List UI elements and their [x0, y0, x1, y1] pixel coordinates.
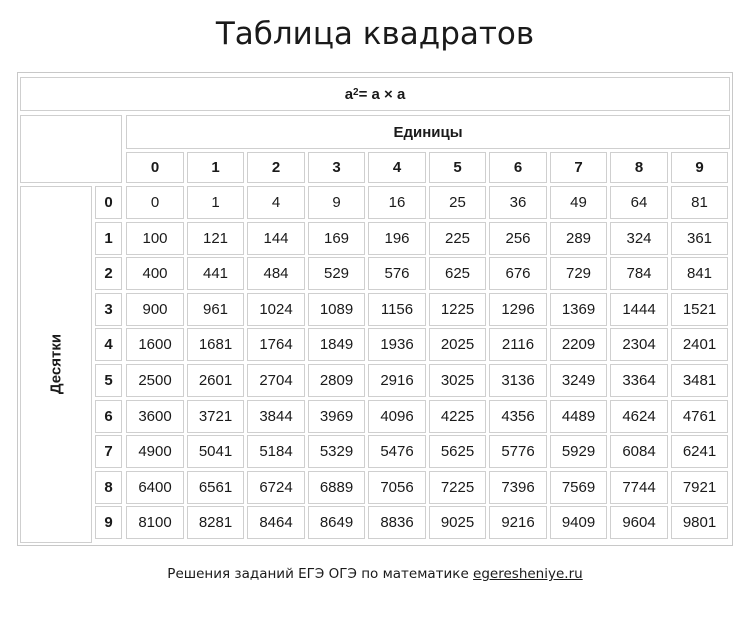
- unit-digit-header: 5: [429, 152, 486, 183]
- square-value-cell: 4761: [671, 400, 728, 433]
- square-value-cell: 441: [187, 257, 244, 290]
- square-value-cell: 2704: [247, 364, 305, 397]
- square-value-cell: 1521: [671, 293, 728, 326]
- square-value-cell: 4225: [429, 400, 486, 433]
- unit-digit-header: 0: [126, 152, 184, 183]
- square-value-cell: 5776: [489, 435, 547, 468]
- footer: [0, 566, 750, 582]
- square-value-cell: 144: [247, 222, 305, 255]
- square-value-cell: 2809: [308, 364, 365, 397]
- square-value-cell: 324: [610, 222, 668, 255]
- units-header: Единицы: [126, 115, 730, 149]
- tens-digit-header: 8: [95, 471, 122, 504]
- tens-digit-header: 1: [95, 222, 122, 255]
- tens-digit-header: 6: [95, 400, 122, 433]
- square-value-cell: 0: [126, 186, 184, 219]
- footer-text: Решения заданий ЕГЭ ОГЭ по математике: [167, 566, 474, 582]
- unit-digit-header: 7: [550, 152, 607, 183]
- tens-digit-header: 7: [95, 435, 122, 468]
- square-value-cell: 8836: [368, 506, 426, 539]
- square-value-cell: 4489: [550, 400, 607, 433]
- square-value-cell: 3600: [126, 400, 184, 433]
- square-value-cell: 7225: [429, 471, 486, 504]
- square-value-cell: 100: [126, 222, 184, 255]
- square-value-cell: 3481: [671, 364, 728, 397]
- square-value-cell: 9216: [489, 506, 547, 539]
- square-value-cell: 3721: [187, 400, 244, 433]
- footer-link[interactable]: egeresheniye.ru: [473, 566, 583, 582]
- square-value-cell: 576: [368, 257, 426, 290]
- square-value-cell: 196: [368, 222, 426, 255]
- square-value-cell: 1156: [368, 293, 426, 326]
- square-value-cell: 1764: [247, 328, 305, 361]
- square-value-cell: 4096: [368, 400, 426, 433]
- square-value-cell: 7569: [550, 471, 607, 504]
- square-value-cell: 1024: [247, 293, 305, 326]
- square-value-cell: 400: [126, 257, 184, 290]
- square-value-cell: 4900: [126, 435, 184, 468]
- square-value-cell: 3844: [247, 400, 305, 433]
- square-value-cell: 1225: [429, 293, 486, 326]
- square-value-cell: 8100: [126, 506, 184, 539]
- square-value-cell: 841: [671, 257, 728, 290]
- square-value-cell: 2209: [550, 328, 607, 361]
- square-value-cell: 961: [187, 293, 244, 326]
- unit-digit-header: 2: [247, 152, 305, 183]
- square-value-cell: 3249: [550, 364, 607, 397]
- square-value-cell: 1296: [489, 293, 547, 326]
- tens-digit-header: 5: [95, 364, 122, 397]
- unit-digit-header: 3: [308, 152, 365, 183]
- square-value-cell: 6561: [187, 471, 244, 504]
- square-value-cell: 4624: [610, 400, 668, 433]
- square-value-cell: 3025: [429, 364, 486, 397]
- square-value-cell: 9604: [610, 506, 668, 539]
- square-value-cell: 2401: [671, 328, 728, 361]
- square-value-cell: 121: [187, 222, 244, 255]
- square-value-cell: 2500: [126, 364, 184, 397]
- square-value-cell: 900: [126, 293, 184, 326]
- square-value-cell: 6889: [308, 471, 365, 504]
- square-value-cell: 9: [308, 186, 365, 219]
- square-value-cell: 1600: [126, 328, 184, 361]
- square-value-cell: 2304: [610, 328, 668, 361]
- square-value-cell: 1849: [308, 328, 365, 361]
- unit-digit-header: 9: [671, 152, 728, 183]
- square-value-cell: 25: [429, 186, 486, 219]
- square-value-cell: 361: [671, 222, 728, 255]
- square-value-cell: 8281: [187, 506, 244, 539]
- unit-digit-header: 1: [187, 152, 244, 183]
- square-value-cell: 3364: [610, 364, 668, 397]
- square-value-cell: 36: [489, 186, 547, 219]
- square-value-cell: 1369: [550, 293, 607, 326]
- square-value-cell: 9025: [429, 506, 486, 539]
- square-value-cell: 7744: [610, 471, 668, 504]
- square-value-cell: 484: [247, 257, 305, 290]
- square-value-cell: 16: [368, 186, 426, 219]
- square-value-cell: 49: [550, 186, 607, 219]
- square-value-cell: 1444: [610, 293, 668, 326]
- square-value-cell: 9409: [550, 506, 607, 539]
- square-value-cell: 7921: [671, 471, 728, 504]
- square-value-cell: 6724: [247, 471, 305, 504]
- page-title: Таблица квадратов: [215, 16, 535, 52]
- square-value-cell: 676: [489, 257, 547, 290]
- square-value-cell: 2116: [489, 328, 547, 361]
- formula-base: a: [344, 85, 354, 103]
- square-value-cell: 529: [308, 257, 365, 290]
- square-value-cell: 729: [550, 257, 607, 290]
- corner-cell: [20, 115, 122, 183]
- square-value-cell: 6241: [671, 435, 728, 468]
- square-value-cell: 1681: [187, 328, 244, 361]
- square-value-cell: 625: [429, 257, 486, 290]
- square-value-cell: 7056: [368, 471, 426, 504]
- square-value-cell: 5625: [429, 435, 486, 468]
- square-value-cell: 7396: [489, 471, 547, 504]
- square-value-cell: 225: [429, 222, 486, 255]
- square-value-cell: 2025: [429, 328, 486, 361]
- square-value-cell: 5329: [308, 435, 365, 468]
- formula-rest: = a × a: [358, 85, 406, 103]
- tens-digit-header: 4: [95, 328, 122, 361]
- unit-digit-header: 8: [610, 152, 668, 183]
- square-value-cell: 3136: [489, 364, 547, 397]
- square-value-cell: 5476: [368, 435, 426, 468]
- square-value-cell: 1089: [308, 293, 365, 326]
- square-value-cell: 784: [610, 257, 668, 290]
- square-value-cell: 4: [247, 186, 305, 219]
- unit-digit-header: 6: [489, 152, 547, 183]
- unit-digit-header: 4: [368, 152, 426, 183]
- square-value-cell: 1: [187, 186, 244, 219]
- square-value-cell: 6400: [126, 471, 184, 504]
- square-value-cell: 3969: [308, 400, 365, 433]
- square-value-cell: 6084: [610, 435, 668, 468]
- tens-digit-header: 2: [95, 257, 122, 290]
- square-value-cell: 8464: [247, 506, 305, 539]
- square-value-cell: 256: [489, 222, 547, 255]
- square-value-cell: 169: [308, 222, 365, 255]
- square-value-cell: 4356: [489, 400, 547, 433]
- square-value-cell: 5929: [550, 435, 607, 468]
- square-value-cell: 64: [610, 186, 668, 219]
- tens-digit-header: 3: [95, 293, 122, 326]
- square-value-cell: 289: [550, 222, 607, 255]
- square-value-cell: 8649: [308, 506, 365, 539]
- tens-digit-header: 0: [95, 186, 122, 219]
- square-value-cell: 5041: [187, 435, 244, 468]
- square-value-cell: 81: [671, 186, 728, 219]
- square-value-cell: 5184: [247, 435, 305, 468]
- formula-header: a $^2$ = a × a: [20, 77, 730, 111]
- square-value-cell: 9801: [671, 506, 728, 539]
- square-value-cell: 1936: [368, 328, 426, 361]
- tens-digit-header: 9: [95, 506, 122, 539]
- square-value-cell: 2916: [368, 364, 426, 397]
- tens-header: Десятки: [47, 333, 65, 395]
- square-value-cell: 2601: [187, 364, 244, 397]
